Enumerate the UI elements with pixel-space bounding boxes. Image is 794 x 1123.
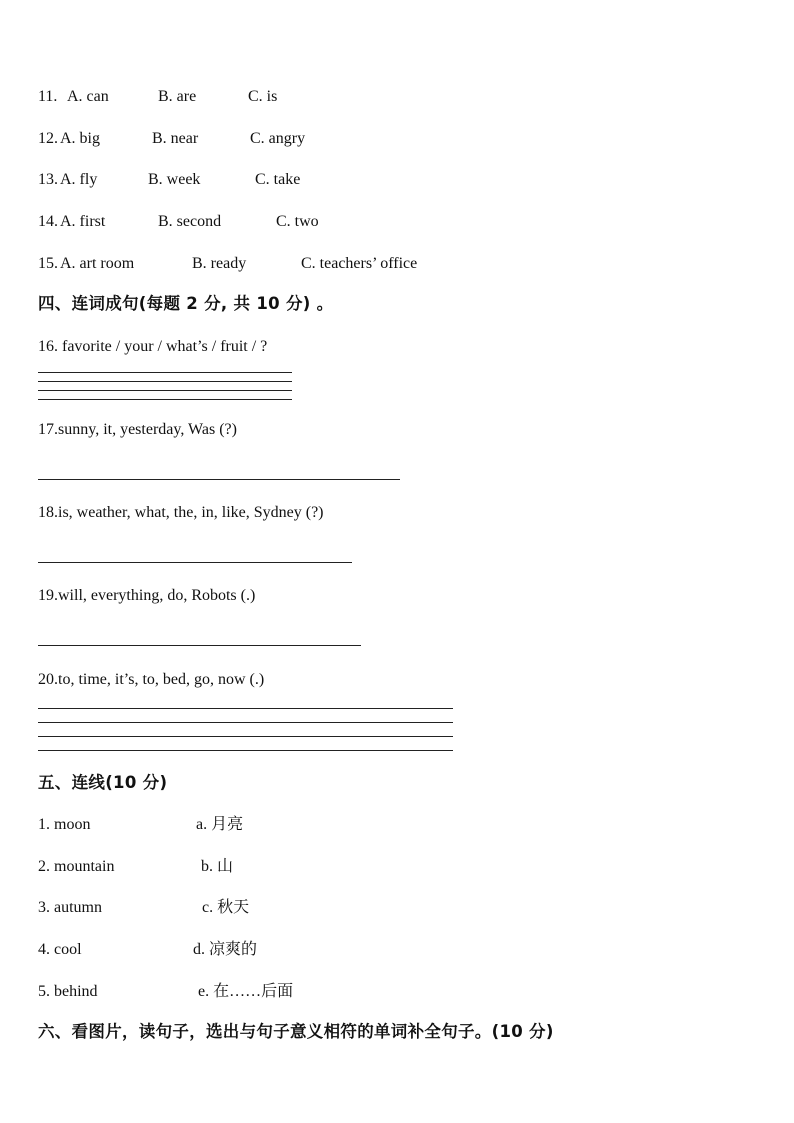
answer-line[interactable]: [38, 562, 352, 563]
match-right-meaning[interactable]: b. 山: [201, 858, 234, 875]
question-14: [38, 212, 319, 232]
answer-line[interactable]: [38, 645, 361, 646]
match-right-meaning[interactable]: c. 秋天: [202, 899, 250, 916]
question-number: 18.: [38, 504, 58, 521]
match-left-word[interactable]: 5. behind: [38, 983, 98, 1000]
answer-line[interactable]: [38, 381, 292, 382]
match-right-meaning[interactable]: e. 在……后面: [198, 983, 294, 1000]
option-a: A. big: [60, 130, 100, 147]
answer-line[interactable]: [38, 399, 292, 400]
section-5-heading: 五、连线(10 分): [38, 773, 168, 792]
question-number: 14.: [38, 213, 58, 230]
question-17: [38, 420, 237, 440]
match-row-4: [38, 940, 258, 960]
answer-line[interactable]: [38, 736, 453, 737]
option-b: B. near: [152, 130, 199, 147]
option-a: A. art room: [60, 255, 135, 272]
option-c: C. teachers’ office: [301, 255, 418, 272]
section-4-heading: 四、连词成句(每题 2 分, 共 10 分) 。: [38, 294, 334, 313]
match-left-word[interactable]: 2. mountain: [38, 858, 115, 875]
option-b: B. are: [158, 88, 197, 105]
question-16: [38, 337, 267, 357]
match-left-word[interactable]: 4. cool: [38, 941, 82, 958]
question-18: [38, 503, 324, 523]
question-12: [38, 129, 306, 149]
question-number: 20.: [38, 671, 58, 688]
answer-line[interactable]: [38, 722, 453, 723]
question-20: [38, 670, 264, 690]
option-b: B. second: [158, 213, 222, 230]
option-b: B. week: [148, 171, 201, 188]
question-number: 17.: [38, 421, 58, 438]
answer-line[interactable]: [38, 390, 292, 391]
question-number: 12.: [38, 130, 58, 147]
question-number: 15.: [38, 255, 58, 272]
question-text: is, weather, what, the, in, like, Sydney (?): [58, 504, 324, 521]
answer-line[interactable]: [38, 708, 453, 709]
option-c: C. take: [255, 171, 301, 188]
question-11: [38, 87, 278, 107]
match-row-2: [38, 857, 234, 877]
match-left-word[interactable]: 1. moon: [38, 816, 91, 833]
question-text: favorite / your / what’s / fruit / ?: [58, 338, 268, 355]
question-number: 16.: [38, 338, 58, 355]
option-c: C. angry: [250, 130, 306, 147]
match-row-3: [38, 898, 250, 918]
question-text: sunny, it, yesterday, Was (?): [58, 421, 237, 438]
answer-line[interactable]: [38, 750, 453, 751]
match-left-word[interactable]: 3. autumn: [38, 899, 102, 916]
section-6-heading: 六、看图片，读句子，选出与句子意义相符的单词补全句子。(10 分): [38, 1022, 554, 1041]
option-b: B. ready: [192, 255, 247, 272]
question-15: [38, 254, 418, 274]
option-a: A. first: [60, 213, 106, 230]
option-c: C. two: [276, 213, 319, 230]
question-text: to, time, it’s, to, bed, go, now (.): [58, 671, 265, 688]
option-a: A. can: [67, 88, 109, 105]
question-number: 19.: [38, 587, 58, 604]
question-number: 11.: [38, 88, 58, 105]
question-number: 13.: [38, 171, 58, 188]
match-row-1: [38, 815, 244, 835]
answer-line[interactable]: [38, 372, 292, 373]
question-text: will, everything, do, Robots (.): [58, 587, 256, 604]
option-c: C. is: [248, 88, 278, 105]
question-19: [38, 586, 255, 606]
answer-line[interactable]: [38, 479, 400, 480]
question-13: [38, 170, 301, 190]
option-a: A. fly: [60, 171, 98, 188]
match-right-meaning[interactable]: a. 月亮: [196, 816, 244, 833]
match-right-meaning[interactable]: d. 凉爽的: [193, 941, 258, 958]
match-row-5: [38, 982, 294, 1002]
